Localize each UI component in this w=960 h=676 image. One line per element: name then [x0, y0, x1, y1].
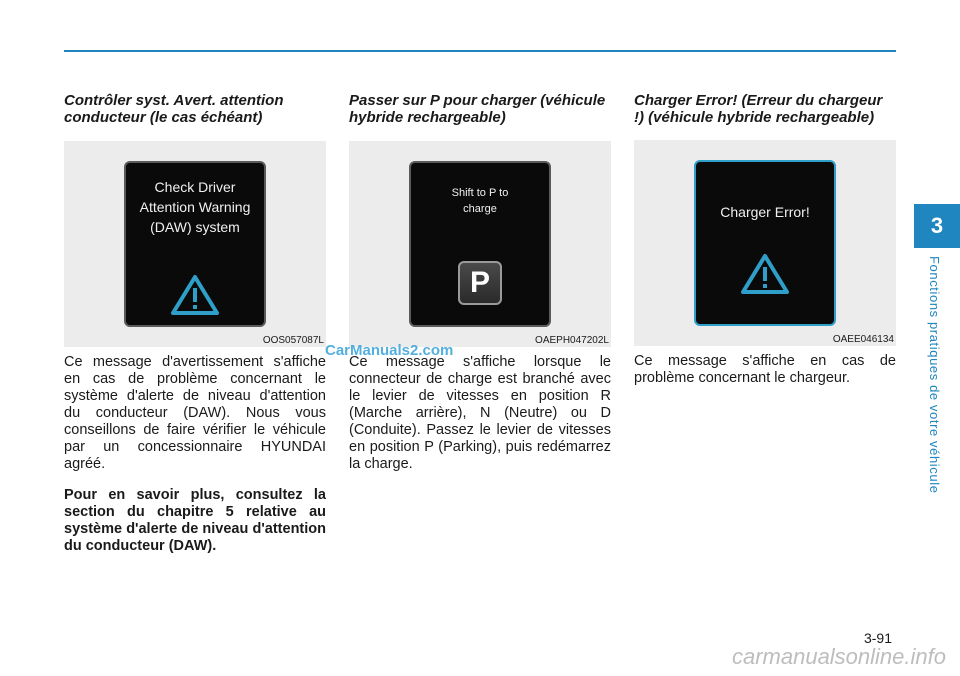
- cluster-display: [409, 161, 551, 327]
- figure-daw: [64, 141, 326, 347]
- section-shift-to-p: [349, 92, 611, 473]
- section-charger-error: [634, 92, 896, 387]
- page-number: 3-91: [863, 630, 892, 646]
- figure-shift-to-p: [349, 141, 611, 347]
- screen-line: Shift to P to: [451, 187, 509, 199]
- screen-line: Check Driver: [154, 179, 236, 195]
- warning-triangle-icon: [739, 252, 791, 296]
- bold-paragraph: Pour en savoir plus, consultez la section du chapitre 5 relative au système d'alerte de niveau d'attention du conducteur (DAW).: [64, 487, 326, 554]
- cluster-display: [124, 161, 266, 327]
- screen-line: charge: [463, 203, 497, 215]
- figure-charger-error: [634, 140, 896, 346]
- gear-p-icon: P: [458, 261, 502, 305]
- chapter-tab: 3: [914, 204, 960, 248]
- section-heading: Contrôler syst. Avert. attention conducteur (le cas échéant): [64, 92, 284, 126]
- bottom-watermark: carmanualsonline.info: [731, 644, 946, 669]
- section-heading: Charger Error! (Erreur du chargeur !) (véhicule hybride rechargeable): [634, 92, 883, 126]
- body-paragraph: Ce message s'affiche en cas de problème concernant le chargeur.: [634, 353, 896, 386]
- watermark-link[interactable]: CarManuals2.com: [325, 342, 454, 359]
- figure-code: OAEPH047202L: [535, 335, 609, 346]
- warning-triangle-icon: [169, 273, 221, 317]
- screen-line: (DAW) system: [150, 219, 240, 235]
- screen-line: Charger Error!: [720, 204, 810, 220]
- figure-code: OOS057087L: [262, 335, 324, 346]
- section-heading: Passer sur P pour charger (véhicule hybride rechargeable): [349, 92, 606, 126]
- screen-line: Attention Warning: [139, 199, 251, 215]
- chapter-title: Fonctions pratiques de votre véhicule: [927, 256, 942, 494]
- body-paragraph: Ce message s'affiche lorsque le connecteur de charge est branché avec le levier de vitesses en position R (Marche arrière), N (Neutre) ou D (Conduite). Passez le levier de vitesses en position P (Parking), puis redémarrez la charge.: [349, 354, 611, 472]
- body-paragraph: Ce message d'avertissement s'affiche en cas de problème concernant le système d'alerte de niveau d'attention du conducteur (DAW). Nous vous conseillons de faire vérifier le véhicule par un concessionnaire HYUNDAI agréé.: [64, 354, 326, 472]
- section-daw: [64, 92, 326, 555]
- cluster-display: [694, 160, 836, 326]
- top-rule: [64, 50, 896, 52]
- figure-code: OAEE046134: [832, 334, 894, 345]
